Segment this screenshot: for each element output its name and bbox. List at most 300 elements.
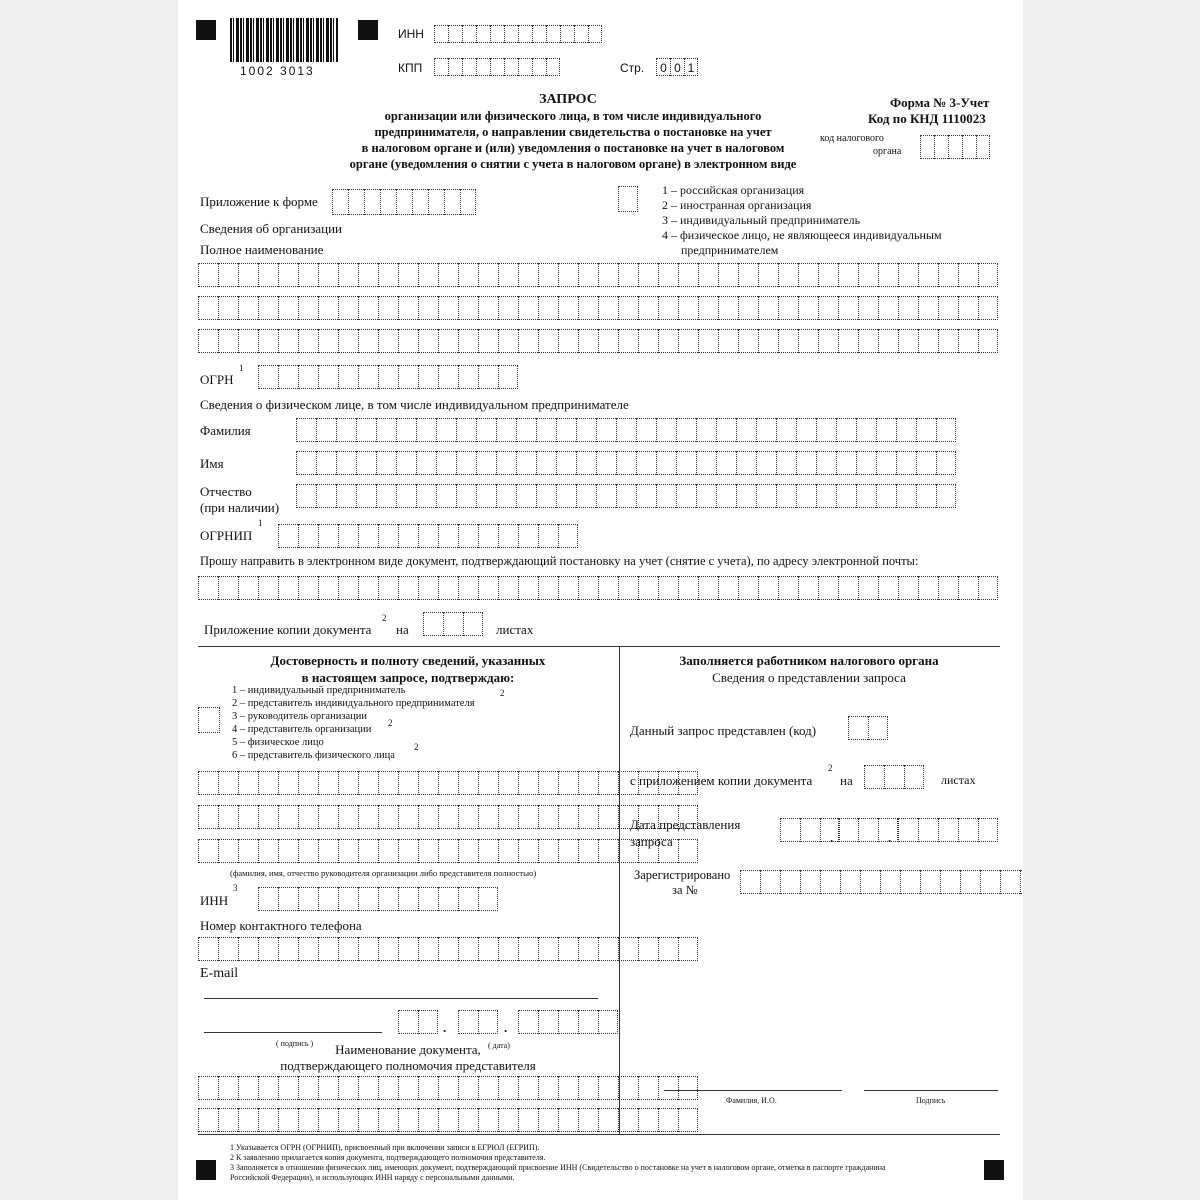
input-cell[interactable] <box>498 576 518 600</box>
input-cell[interactable] <box>518 263 538 287</box>
input-cell[interactable] <box>820 870 840 894</box>
input-cell[interactable] <box>278 1076 298 1100</box>
input-cell[interactable] <box>978 818 998 842</box>
input-cell[interactable] <box>418 329 438 353</box>
input-cell[interactable] <box>698 263 718 287</box>
input-cell[interactable] <box>848 716 868 740</box>
input-cell[interactable] <box>638 329 658 353</box>
input-cell[interactable] <box>878 576 898 600</box>
input-cell[interactable] <box>318 1076 338 1100</box>
input-cell[interactable] <box>316 451 336 475</box>
input-cell[interactable] <box>958 818 978 842</box>
input-cell[interactable] <box>916 451 936 475</box>
input-cell[interactable] <box>838 818 858 842</box>
input-cell[interactable] <box>318 263 338 287</box>
input-cell[interactable] <box>918 576 938 600</box>
input-cell[interactable] <box>736 484 756 508</box>
input-cell[interactable] <box>656 451 676 475</box>
input-cell[interactable] <box>616 484 636 508</box>
input-cell[interactable] <box>858 329 878 353</box>
input-cell[interactable] <box>718 263 738 287</box>
input-cell[interactable] <box>758 263 778 287</box>
input-cell[interactable] <box>298 296 318 320</box>
input-cell[interactable] <box>316 484 336 508</box>
tax-code-cells[interactable] <box>920 135 990 159</box>
header-inn-cells[interactable] <box>434 25 602 43</box>
input-cell[interactable] <box>558 805 578 829</box>
input-cell[interactable] <box>396 418 416 442</box>
input-cell[interactable] <box>338 1076 358 1100</box>
input-cell[interactable] <box>198 1108 218 1132</box>
input-cell[interactable] <box>858 296 878 320</box>
input-cell[interactable] <box>636 484 656 508</box>
input-cell[interactable] <box>958 296 978 320</box>
input-cell[interactable] <box>798 263 818 287</box>
input-cell[interactable] <box>778 329 798 353</box>
input-cell[interactable] <box>476 484 496 508</box>
input-cell[interactable] <box>696 451 716 475</box>
input-cell[interactable] <box>358 329 378 353</box>
input-cell[interactable] <box>478 1010 498 1034</box>
input-cell[interactable] <box>318 887 338 911</box>
input-cell[interactable] <box>358 937 378 961</box>
input-cell[interactable] <box>436 451 456 475</box>
input-cell[interactable] <box>638 1108 658 1132</box>
input-cell[interactable] <box>920 870 940 894</box>
input-cell[interactable] <box>538 576 558 600</box>
input-cell[interactable] <box>898 329 918 353</box>
input-cell[interactable] <box>898 818 918 842</box>
input-cell[interactable] <box>316 418 336 442</box>
input-cell[interactable] <box>880 870 900 894</box>
input-cell[interactable] <box>438 839 458 863</box>
input-cell[interactable] <box>458 887 478 911</box>
input-cell[interactable] <box>658 263 678 287</box>
input-cell[interactable] <box>836 451 856 475</box>
doc-name-row-2[interactable] <box>198 1108 698 1132</box>
input-cell[interactable] <box>618 937 638 961</box>
input-cell[interactable] <box>904 765 924 789</box>
input-cell[interactable] <box>618 1108 638 1132</box>
fio-row-1[interactable] <box>198 771 698 795</box>
input-cell[interactable] <box>198 329 218 353</box>
input-cell[interactable] <box>678 937 698 961</box>
input-cell[interactable] <box>218 296 238 320</box>
input-cell[interactable] <box>418 263 438 287</box>
input-cell[interactable] <box>238 1076 258 1100</box>
input-cell[interactable] <box>358 805 378 829</box>
input-cell[interactable] <box>516 451 536 475</box>
input-cell[interactable] <box>598 771 618 795</box>
input-cell[interactable] <box>218 805 238 829</box>
input-cell[interactable] <box>478 839 498 863</box>
input-cell[interactable] <box>358 524 378 548</box>
input-cell[interactable] <box>498 771 518 795</box>
input-cell[interactable] <box>298 771 318 795</box>
input-cell[interactable] <box>358 576 378 600</box>
input-cell[interactable] <box>218 771 238 795</box>
input-cell[interactable] <box>258 296 278 320</box>
input-cell[interactable] <box>238 296 258 320</box>
input-cell[interactable] <box>298 576 318 600</box>
input-cell[interactable] <box>438 329 458 353</box>
input-cell[interactable] <box>858 576 878 600</box>
input-cell[interactable] <box>476 451 496 475</box>
input-cell[interactable] <box>318 365 338 389</box>
input-cell[interactable] <box>416 418 436 442</box>
input-cell[interactable] <box>958 263 978 287</box>
input-cell[interactable] <box>318 296 338 320</box>
input-cell[interactable] <box>938 818 958 842</box>
input-cell[interactable] <box>798 296 818 320</box>
input-cell[interactable] <box>318 937 338 961</box>
input-cell[interactable] <box>198 263 218 287</box>
copy-sheets-cells[interactable] <box>864 765 924 789</box>
input-cell[interactable] <box>498 365 518 389</box>
input-cell[interactable] <box>936 418 956 442</box>
input-cell[interactable] <box>498 937 518 961</box>
input-cell[interactable] <box>358 1076 378 1100</box>
input-cell[interactable] <box>556 418 576 442</box>
surname-cells[interactable] <box>296 418 956 442</box>
input-cell[interactable] <box>538 1076 558 1100</box>
input-cell[interactable] <box>978 329 998 353</box>
submitted-year-cells[interactable] <box>898 818 998 842</box>
input-cell[interactable] <box>438 263 458 287</box>
input-cell[interactable] <box>496 451 516 475</box>
input-cell[interactable] <box>338 524 358 548</box>
input-cell[interactable] <box>378 937 398 961</box>
input-cell[interactable] <box>418 887 438 911</box>
input-cell[interactable] <box>538 329 558 353</box>
input-cell[interactable] <box>318 805 338 829</box>
input-cell[interactable] <box>378 365 398 389</box>
input-cell[interactable] <box>518 805 538 829</box>
input-cell[interactable] <box>816 451 836 475</box>
input-cell[interactable] <box>258 329 278 353</box>
input-cell[interactable] <box>418 524 438 548</box>
input-cell[interactable] <box>916 418 936 442</box>
input-cell[interactable] <box>278 296 298 320</box>
email-line[interactable] <box>204 998 598 999</box>
input-cell[interactable] <box>676 451 696 475</box>
input-cell[interactable] <box>818 576 838 600</box>
input-cell[interactable] <box>776 484 796 508</box>
input-cell[interactable] <box>338 296 358 320</box>
input-cell[interactable] <box>458 365 478 389</box>
input-cell[interactable] <box>198 296 218 320</box>
input-cell[interactable] <box>718 296 738 320</box>
input-cell[interactable] <box>558 771 578 795</box>
input-cell[interactable] <box>318 771 338 795</box>
input-cell[interactable] <box>518 576 538 600</box>
input-cell[interactable] <box>356 418 376 442</box>
input-cell[interactable] <box>278 524 298 548</box>
input-cell[interactable] <box>696 418 716 442</box>
input-cell[interactable] <box>738 576 758 600</box>
input-cell[interactable] <box>478 1076 498 1100</box>
input-cell[interactable] <box>336 418 356 442</box>
input-cell[interactable] <box>838 329 858 353</box>
input-cell[interactable] <box>278 805 298 829</box>
input-cell[interactable] <box>756 484 776 508</box>
input-cell[interactable] <box>536 418 556 442</box>
date-month-cells[interactable] <box>458 1010 498 1034</box>
input-cell[interactable] <box>438 576 458 600</box>
input-cell[interactable] <box>698 296 718 320</box>
input-cell[interactable] <box>778 296 798 320</box>
input-cell[interactable] <box>538 1108 558 1132</box>
input-cell[interactable] <box>258 839 278 863</box>
input-cell[interactable] <box>800 870 820 894</box>
input-cell[interactable] <box>458 524 478 548</box>
input-cell[interactable] <box>578 805 598 829</box>
input-cell[interactable] <box>298 839 318 863</box>
input-cell[interactable] <box>418 296 438 320</box>
input-cell[interactable] <box>378 296 398 320</box>
input-cell[interactable] <box>896 484 916 508</box>
input-cell[interactable] <box>758 576 778 600</box>
input-cell[interactable] <box>423 612 443 636</box>
patronymic-cells[interactable] <box>296 484 956 508</box>
input-cell[interactable] <box>756 451 776 475</box>
input-cell[interactable] <box>398 1108 418 1132</box>
input-cell[interactable] <box>398 1076 418 1100</box>
input-cell[interactable] <box>418 576 438 600</box>
input-cell[interactable] <box>776 451 796 475</box>
input-cell[interactable] <box>556 484 576 508</box>
input-cell[interactable] <box>756 418 776 442</box>
input-cell[interactable] <box>638 576 658 600</box>
input-cell[interactable] <box>776 418 796 442</box>
input-cell[interactable] <box>678 1108 698 1132</box>
input-cell[interactable] <box>618 329 638 353</box>
input-cell[interactable] <box>578 1010 598 1034</box>
input-cell[interactable] <box>478 524 498 548</box>
input-cell[interactable] <box>918 329 938 353</box>
input-cell[interactable] <box>318 1108 338 1132</box>
input-cell[interactable] <box>658 1108 678 1132</box>
input-cell[interactable] <box>258 1108 278 1132</box>
input-cell[interactable] <box>918 296 938 320</box>
input-cell[interactable] <box>218 937 238 961</box>
input-cell[interactable] <box>538 524 558 548</box>
input-cell[interactable] <box>618 296 638 320</box>
name-cells[interactable] <box>296 451 956 475</box>
input-cell[interactable] <box>980 870 1000 894</box>
input-cell[interactable] <box>658 576 678 600</box>
input-cell[interactable] <box>860 870 880 894</box>
doc-name-row-1[interactable] <box>198 1076 698 1100</box>
input-cell[interactable] <box>816 418 836 442</box>
input-cell[interactable] <box>898 576 918 600</box>
input-cell[interactable] <box>658 937 678 961</box>
input-cell[interactable] <box>558 1010 578 1034</box>
input-cell[interactable] <box>358 771 378 795</box>
input-cell[interactable] <box>518 329 538 353</box>
ogrn-cells[interactable] <box>258 365 518 389</box>
input-cell[interactable] <box>638 1076 658 1100</box>
input-cell[interactable] <box>358 1108 378 1132</box>
input-cell[interactable] <box>518 839 538 863</box>
input-cell[interactable] <box>796 484 816 508</box>
date-year-cells[interactable] <box>518 1010 618 1034</box>
input-cell[interactable] <box>818 296 838 320</box>
input-cell[interactable] <box>978 296 998 320</box>
input-cell[interactable] <box>758 296 778 320</box>
input-cell[interactable] <box>1000 870 1020 894</box>
input-cell[interactable] <box>718 576 738 600</box>
input-cell[interactable] <box>198 805 218 829</box>
input-cell[interactable] <box>338 771 358 795</box>
input-cell[interactable] <box>658 296 678 320</box>
input-cell[interactable] <box>478 263 498 287</box>
input-cell[interactable] <box>598 1010 618 1034</box>
input-cell[interactable] <box>436 418 456 442</box>
input-cell[interactable] <box>296 484 316 508</box>
input-cell[interactable] <box>198 1076 218 1100</box>
input-cell[interactable] <box>198 839 218 863</box>
input-cell[interactable] <box>458 263 478 287</box>
input-cell[interactable] <box>438 365 458 389</box>
input-cell[interactable] <box>618 576 638 600</box>
input-cell[interactable] <box>656 484 676 508</box>
input-cell[interactable] <box>716 484 736 508</box>
input-cell[interactable] <box>298 329 318 353</box>
input-cell[interactable] <box>698 576 718 600</box>
input-cell[interactable] <box>596 451 616 475</box>
input-cell[interactable] <box>478 887 498 911</box>
input-cell[interactable] <box>456 484 476 508</box>
input-cell[interactable] <box>478 576 498 600</box>
input-cell[interactable] <box>378 771 398 795</box>
input-cell[interactable] <box>498 839 518 863</box>
input-cell[interactable] <box>796 418 816 442</box>
input-cell[interactable] <box>336 451 356 475</box>
input-cell[interactable] <box>538 805 558 829</box>
input-cell[interactable] <box>398 805 418 829</box>
input-cell[interactable] <box>738 329 758 353</box>
input-cell[interactable] <box>458 937 478 961</box>
input-cell[interactable] <box>780 818 800 842</box>
officer-signature-line[interactable] <box>864 1090 998 1091</box>
input-cell[interactable] <box>498 524 518 548</box>
input-cell[interactable] <box>418 1010 438 1034</box>
full-name-row-2[interactable] <box>198 296 998 320</box>
input-cell[interactable] <box>496 484 516 508</box>
input-cell[interactable] <box>318 524 338 548</box>
input-cell[interactable] <box>398 576 418 600</box>
input-cell[interactable] <box>738 296 758 320</box>
input-cell[interactable] <box>800 818 820 842</box>
input-cell[interactable] <box>638 937 658 961</box>
input-cell[interactable] <box>636 418 656 442</box>
input-cell[interactable] <box>298 937 318 961</box>
input-cell[interactable] <box>698 329 718 353</box>
input-cell[interactable] <box>558 1108 578 1132</box>
input-cell[interactable] <box>498 1108 518 1132</box>
input-cell[interactable] <box>578 263 598 287</box>
input-cell[interactable] <box>536 451 556 475</box>
input-cell[interactable] <box>418 365 438 389</box>
input-cell[interactable] <box>438 1108 458 1132</box>
input-cell[interactable] <box>876 484 896 508</box>
input-cell[interactable] <box>298 805 318 829</box>
input-cell[interactable] <box>868 716 888 740</box>
input-cell[interactable] <box>478 771 498 795</box>
input-cell[interactable] <box>418 805 438 829</box>
input-cell[interactable] <box>618 263 638 287</box>
input-cell[interactable] <box>538 771 558 795</box>
input-cell[interactable] <box>558 1076 578 1100</box>
input-cell[interactable] <box>678 1076 698 1100</box>
input-cell[interactable] <box>278 839 298 863</box>
input-cell[interactable] <box>298 1076 318 1100</box>
input-cell[interactable] <box>376 451 396 475</box>
input-cell[interactable] <box>398 1010 418 1034</box>
input-cell[interactable] <box>918 818 938 842</box>
input-cell[interactable] <box>884 765 904 789</box>
input-cell[interactable] <box>298 1108 318 1132</box>
input-cell[interactable] <box>398 771 418 795</box>
input-cell[interactable] <box>238 263 258 287</box>
input-cell[interactable] <box>816 484 836 508</box>
input-cell[interactable] <box>598 263 618 287</box>
input-cell[interactable] <box>578 771 598 795</box>
input-cell[interactable] <box>458 1076 478 1100</box>
input-cell[interactable] <box>798 329 818 353</box>
input-cell[interactable] <box>378 329 398 353</box>
input-cell[interactable] <box>238 576 258 600</box>
input-cell[interactable] <box>518 1010 538 1034</box>
full-name-row-1[interactable] <box>198 263 998 287</box>
input-cell[interactable] <box>458 839 478 863</box>
input-cell[interactable] <box>636 451 656 475</box>
input-cell[interactable] <box>518 296 538 320</box>
input-cell[interactable] <box>378 1108 398 1132</box>
input-cell[interactable] <box>518 524 538 548</box>
input-cell[interactable] <box>938 263 958 287</box>
input-cell[interactable] <box>676 418 696 442</box>
input-cell[interactable] <box>378 263 398 287</box>
input-cell[interactable] <box>218 576 238 600</box>
input-cell[interactable] <box>238 771 258 795</box>
input-cell[interactable] <box>376 418 396 442</box>
submitted-code-cells[interactable] <box>848 716 888 740</box>
input-cell[interactable] <box>718 329 738 353</box>
input-cell[interactable] <box>676 484 696 508</box>
input-cell[interactable] <box>936 484 956 508</box>
input-cell[interactable] <box>458 805 478 829</box>
input-cell[interactable] <box>376 484 396 508</box>
input-cell[interactable] <box>478 937 498 961</box>
input-cell[interactable] <box>596 418 616 442</box>
input-cell[interactable] <box>838 263 858 287</box>
input-cell[interactable] <box>778 263 798 287</box>
officer-name-line[interactable] <box>664 1090 842 1091</box>
input-cell[interactable] <box>918 263 938 287</box>
input-cell[interactable] <box>498 263 518 287</box>
input-cell[interactable] <box>378 839 398 863</box>
input-cell[interactable] <box>258 263 278 287</box>
input-cell[interactable] <box>638 263 658 287</box>
input-cell[interactable] <box>378 887 398 911</box>
input-cell[interactable] <box>696 484 716 508</box>
input-cell[interactable] <box>463 612 483 636</box>
input-cell[interactable] <box>576 418 596 442</box>
input-cell[interactable] <box>358 839 378 863</box>
input-cell[interactable] <box>578 296 598 320</box>
